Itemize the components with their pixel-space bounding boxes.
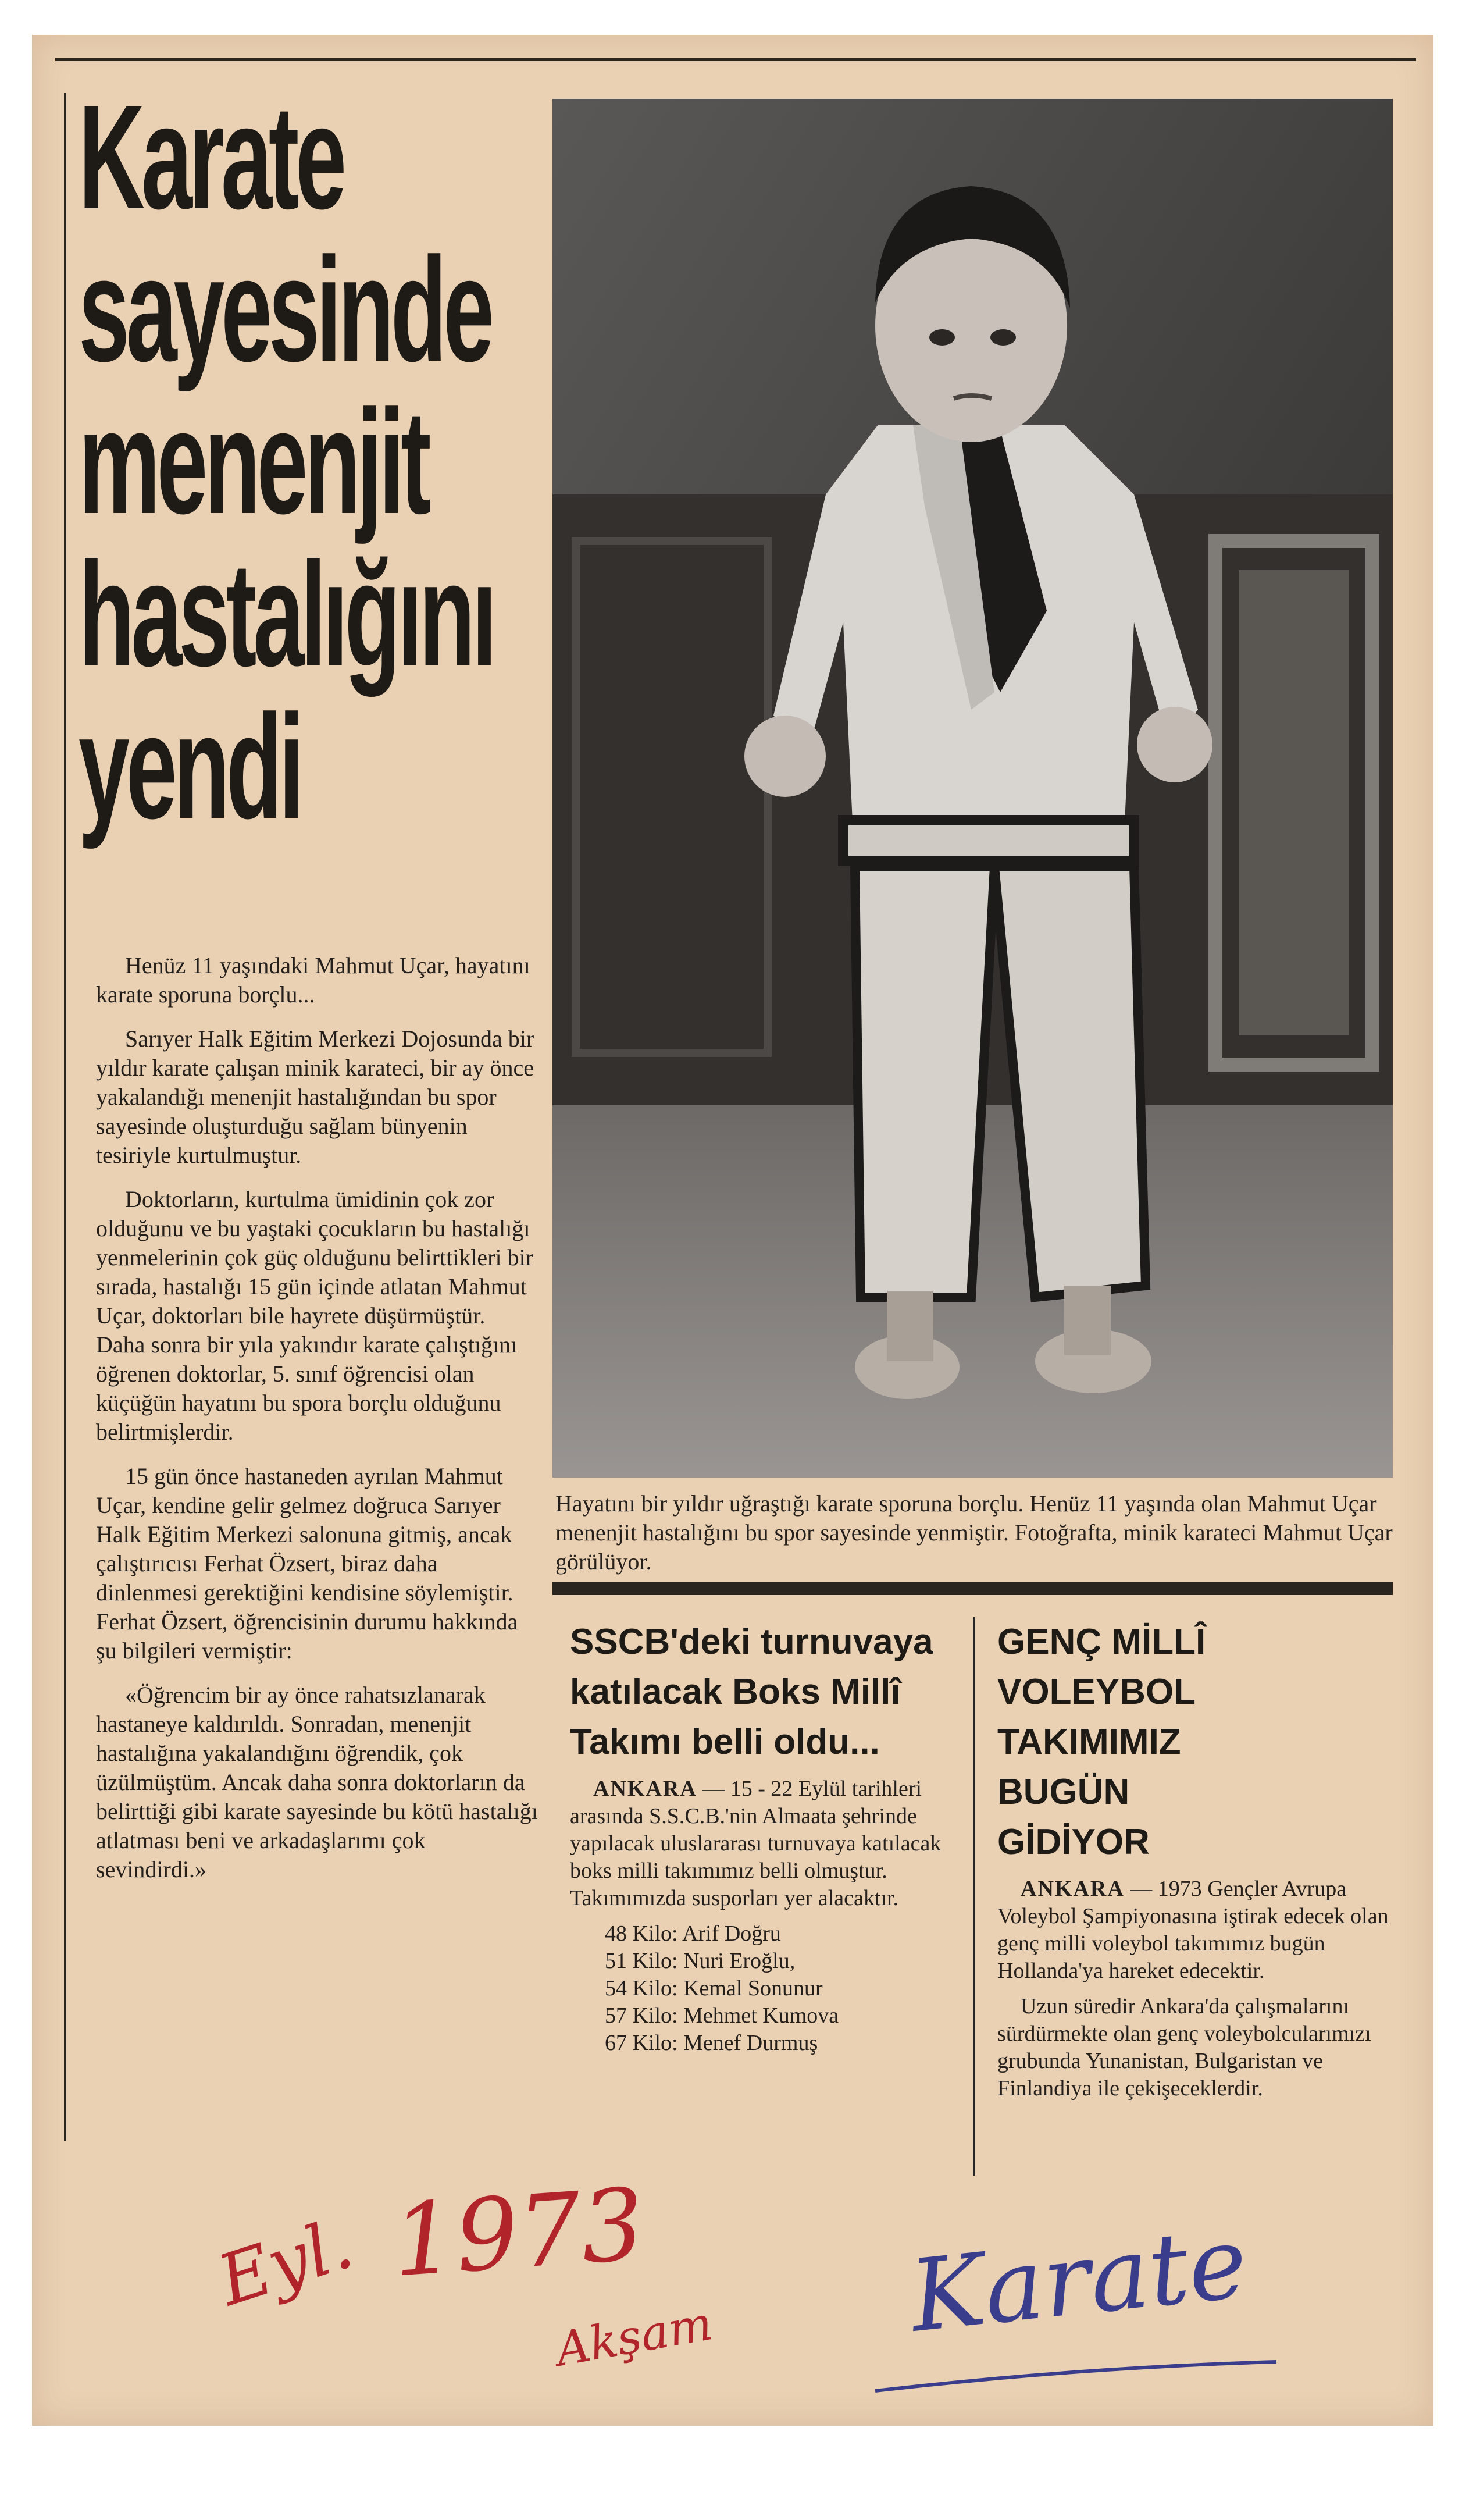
roster-item: 51 Kilo: Nuri Eroğlu, <box>605 1949 796 1973</box>
paragraph: «Öğrencim bir ay önce rahatsızlanarak hastaneye kaldırıldı. Sonradan, menenjit hastalığına yakalandığını öğrendik, çok üzülmüştüm. Ancak daha sonra doktorların da belirttiği gibi karate sayesinde bu kötü hastalığı atlatması beni ve arkadaşlarımı çok sevindirdi.» <box>96 1682 538 1882</box>
boxing-lead-text: — 15 - 22 Eylül tarihleri arasında S.S.C.B.'nin Almaata şehrinde yapılacak uluslararası turnuvaya katılacak boks milli takımımız belli olmuştur. Takımımızda susporları yer alacaktır. <box>570 1777 942 1910</box>
roster-item: 57 Kilo: Mehmet Kumova <box>605 2003 839 2028</box>
roster-item: 48 Kilo: Arif Doğru <box>605 1921 781 1946</box>
handwritten-source: Akşam <box>551 2296 716 2377</box>
headline-line: yendi <box>79 684 301 850</box>
handwritten-label: Karate <box>905 2205 1253 2355</box>
headline-line: menenjit <box>79 379 428 545</box>
roster-item: 67 Kilo: Menef Durmuş <box>605 2031 818 2055</box>
roster-item: 54 Kilo: Kemal Sonunur <box>605 1976 823 2001</box>
volleyball-headline-line: BUGÜN <box>997 1772 1130 1812</box>
photo-caption: Hayatını bir yıldır uğraştığı karate sporuna borçlu. Henüz 11 yaşında olan Mahmut Uçar menenjit hastalığını bu spor sayesinde yenmiştir. Fotoğrafta, minik karateci Mahmut Uçar görülüyor. <box>555 1490 1393 1575</box>
boxing-dateline: ANKARA <box>593 1777 697 1801</box>
paragraph: Doktorların, kurtulma ümidinin çok zor olduğunu ve bu yaştaki çocukların bu hastalığı yenmelerinin çok güç olduğunu belirttikleri bir sırada, hastalığı 15 gün içinde atlatan Mahmut Uçar, doktorları bile hayrete düşürmüştür. Daha sonra bir yıla yakındır karate çalıştığını öğrenen doktorlar, 5. sınıf öğrencisi olan küçüğün hayatını bu spora borçlu olduğunu belirtmişlerdir. <box>96 1186 534 1445</box>
volleyball-paragraph: Uzun süredir Ankara'da çalışmalarını sürdürmekte olan genç voleybolcularımızı grubunda Yunanistan, Bulgaristan ve Finlandiya ile çekişeceklerdir. <box>997 1994 1371 2101</box>
paragraph: Sarıyer Halk Eğitim Merkezi Dojosunda bir yıldır karate çalışan minik karateci, bir ay önce yakalandığı menenjit hastalığından bu spor sayesinde oluşturduğu sağlam bünyenin tesiriyle kurtulmuştur. <box>96 1026 534 1168</box>
handwritten-underline <box>869 2356 1288 2402</box>
volleyball-article <box>997 1617 1399 2110</box>
karate-boy-photo <box>552 99 1393 1478</box>
handwritten-month: Eyl. <box>209 2203 362 2322</box>
volleyball-headline <box>997 1617 1399 1867</box>
headline-line: sayesinde <box>79 227 491 393</box>
volleyball-headline-line: GENÇ MİLLÎ <box>997 1622 1206 1662</box>
volleyball-lead <box>997 1875 1399 1985</box>
headline <box>79 74 494 850</box>
volleyball-headline-line: GİDİYOR <box>997 1822 1150 1862</box>
boxing-headline: SSCB'deki turnuvaya katılacak Boks Millî Takımı belli oldu... <box>570 1622 933 1762</box>
left-rule <box>64 93 66 2141</box>
volleyball-headline-line: VOLEYBOL <box>997 1672 1196 1712</box>
volleyball-body <box>997 1875 1399 2102</box>
main-article-body <box>96 951 538 1899</box>
headline-line: Karate <box>79 74 343 240</box>
boxing-article <box>570 1617 954 2057</box>
column-divider <box>973 1617 975 2176</box>
volleyball-headline-line: TAKIMIMIZ <box>997 1722 1181 1762</box>
paragraph: 15 gün önce hastaneden ayrılan Mahmut Uçar, kendine gelir gelmez doğruca Sarıyer Halk Eğitim Merkezi salonuna gitmiş, ancak çalıştırıcısı Ferhat Özsert, biraz daha dinlenmesi gerektiğini kendisine söylemiştir. Ferhat Özsert, öğrencisinin durumu hakkında şu bilgileri vermiştir: <box>96 1463 518 1664</box>
boxing-lead <box>570 1775 954 1912</box>
headline-line: hastalığını <box>79 532 494 697</box>
boxing-body <box>570 1775 954 1912</box>
photo-illustration <box>552 99 1393 1478</box>
boxing-roster <box>570 1920 954 2057</box>
paragraph: Henüz 11 yaşındaki Mahmut Uçar, hayatını karate sporuna borçlu... <box>96 952 530 1008</box>
section-divider <box>552 1582 1393 1595</box>
newspaper-clipping <box>32 35 1433 2426</box>
volleyball-dateline: ANKARA <box>1021 1877 1125 1901</box>
handwritten-year: 1973 <box>388 2167 648 2300</box>
volleyball-lead-text: — 1973 Gençler Avrupa Voleybol Şampiyonasına iştirak edecek olan genç milli voleybol takımımız bugün Hollanda'ya hareket edecektir. <box>997 1877 1389 1983</box>
